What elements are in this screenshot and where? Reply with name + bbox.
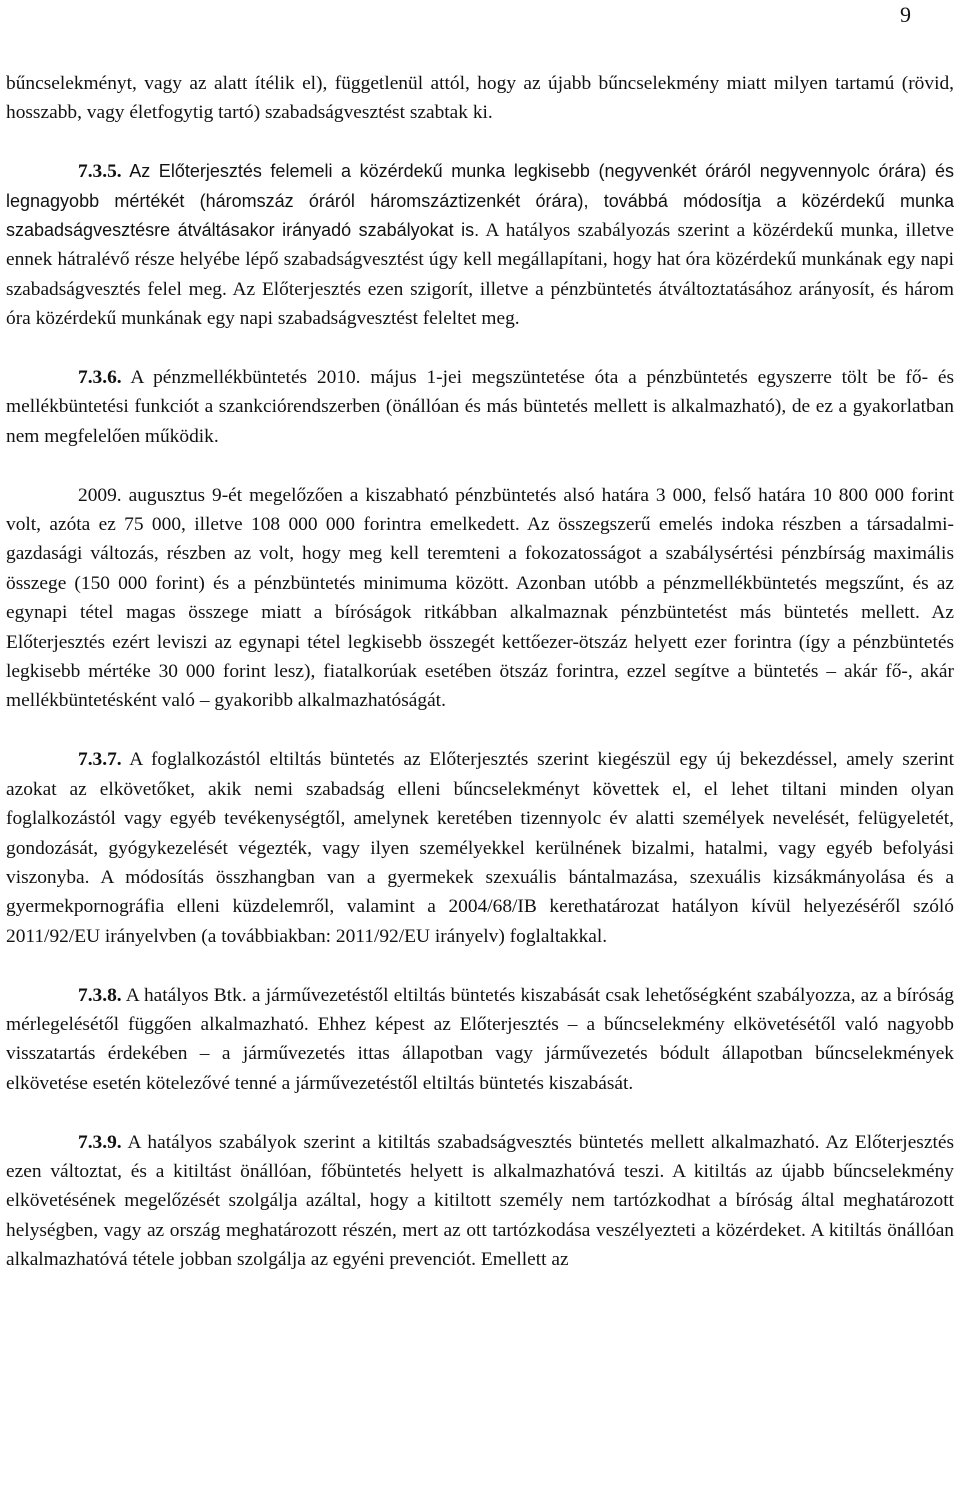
- section-7-3-5: [6, 157, 954, 333]
- spacer: [6, 334, 954, 363]
- section-number: 7.3.7.: [78, 749, 122, 771]
- page-number: 9: [900, 2, 911, 27]
- section-text-sans: Az Előterjesztés felemeli a közérdekű munka legkisebb (negyvenkét óráról negyvennyolc órára) és legnagyobb mértékét (háromszáz óráról háromszáztizenkét órára), továbbá módosítja a közérdekű munka szabadságvesztésre átváltásakor irányadó szabályokat is.: [6, 161, 954, 241]
- spacer: [6, 1098, 954, 1127]
- spacer: [6, 451, 954, 480]
- spacer: [6, 128, 954, 157]
- section-number: 7.3.8.: [78, 984, 122, 1006]
- section-7-3-9: [6, 1128, 954, 1275]
- section-text: A pénzmellékbüntetés 2010. május 1-jei megszüntetése óta a pénzbüntetés egyszerre tölt be fő- és mellékbüntetési funkciót a szankciórendszerben (önállóan és más büntetés mellett is alkalmazható), de ez a gyakorlatban nem megfelelően működik.: [6, 367, 954, 447]
- section-text: A hatályos Btk. a járművezetéstől eltiltás büntetés kiszabását csak lehetőségként szabályozza, az a bíróság mérlegelésétől függően alkalmazható. Ehhez képest az Előterjesztés – a bűncselekmény elkövetésétől való nagyobb visszatartás érdekében – a járművezetés ittas állapotban vagy járművezetés bódult állapotban bűncselekmények elkövetése esetén kötelezővé tenné a járművezetéstől eltiltás büntetés kiszabását.: [6, 984, 954, 1094]
- document-body: [6, 69, 954, 1275]
- section-7-3-8: [6, 981, 954, 1099]
- spacer: [6, 716, 954, 745]
- section-7-3-7: [6, 745, 954, 951]
- section-7-3-6-paragraph-2: 2009. augusztus 9-ét megelőzően a kiszabható pénzbüntetés alsó határa 3 000, felső határa 10 800 000 forint volt, azóta ez 75 000, illetve 108 000 000 forintra emelkedett. Az összegszerű emelés indoka részben a társadalmi-gazdasági változás, részben az volt, hogy meg kell teremteni a fokozatosságot a szabálysértési pénzbírság maximális összege (150 000 forint) és a pénzbüntetés minimuma között. Azonban utóbb a pénzmellékbüntetés megszűnt, és az egynapi tétel magas összege miatt a bíróságok ritkábban alkalmaznak pénzbüntetést más büntetés mellett. Az Előterjesztés ezért leviszi az egynapi tétel legkisebb összegét kettőezer-ötszáz helyett ezer forintra (így a pénzbüntetés legkisebb mértéke 30 000 forint lesz), fiatalkorúak esetében ötszáz forintra, ezzel segítve a büntetés – akár fő-, akár mellékbüntetésként való – gyakoribb alkalmazhatóságát.: [6, 484, 954, 712]
- spacer: [6, 951, 954, 980]
- section-text: A hatályos szabályozás szerint a közérdekű munka, illetve ennek hátralévő része helyébe lépő szabadságvesztést úgy kell megállapítani, hogy hat óra közérdekű munkának egy napi szabadságvesztés felel meg. Az Előterjesztés ezen szigorít, illetve a pénzbüntetés átváltoztatásához arányosít, és három óra közérdekű munkának egy napi szabadságvesztést feleltet meg.: [6, 220, 954, 330]
- section-number: 7.3.5.: [78, 161, 122, 183]
- section-number: 7.3.9.: [78, 1131, 122, 1153]
- section-text: A hatályos szabályok szerint a kitiltás szabadságvesztés büntetés mellett alkalmazható. Az Előterjesztés ezen változtat, és a kitiltást önállóan, főbüntetés helyett is alkalmazhatóvá teszi. A kitiltás az újabb bűncselekmény elkövetésének megelőzését szolgálja azáltal, hogy a kitiltott személy nem tartózkodhat a bíróság által meghatározott helységben, vagy az ország meghatározott részén, mert az ott tartózkodása veszélyezteti a közérdeket. A kitiltás önállóan alkalmazhatóvá tétele jobban szolgálja az egyéni prevenciót. Emellett az: [6, 1131, 954, 1271]
- section-number: 7.3.6.: [78, 367, 122, 389]
- section-text: A foglalkozástól eltiltás büntetés az Előterjesztés szerint kiegészül egy új bekezdéssel, amely szerint azokat az elkövetőket, akik nemi szabadság elleni bűncselekményt követtek el, el lehet tiltani minden olyan foglalkozástól vagy egyéb tevékenységtől, amelynek keretében tizennyolc év alatti személyek nevelését, felügyeletét, gondozását, gyógykezelését végezték, vagy ilyen személyekkel kerülnének bizalmi, hatalmi, vagy egyéb befolyási viszonyba. A módosítás összhangban van a gyermekek szexuális bántalmazása, szexuális kizsákmányolása és a gyermekpornográfia elleni küzdelemről, valamint a 2004/68/IB kerethatározat hatályon kívül helyezéséről szóló 2011/92/EU irányelvben (a továbbiakban: 2011/92/EU irányelv) foglaltakkal.: [6, 749, 954, 947]
- paragraph-continuation: bűncselekményt, vagy az alatt ítélik el), függetlenül attól, hogy az újabb bűncselekmény miatt milyen tartamú (rövid, hosszabb, vagy életfogytig tartó) szabadságvesztést szabtak ki.: [6, 73, 954, 124]
- section-7-3-6: [6, 363, 954, 451]
